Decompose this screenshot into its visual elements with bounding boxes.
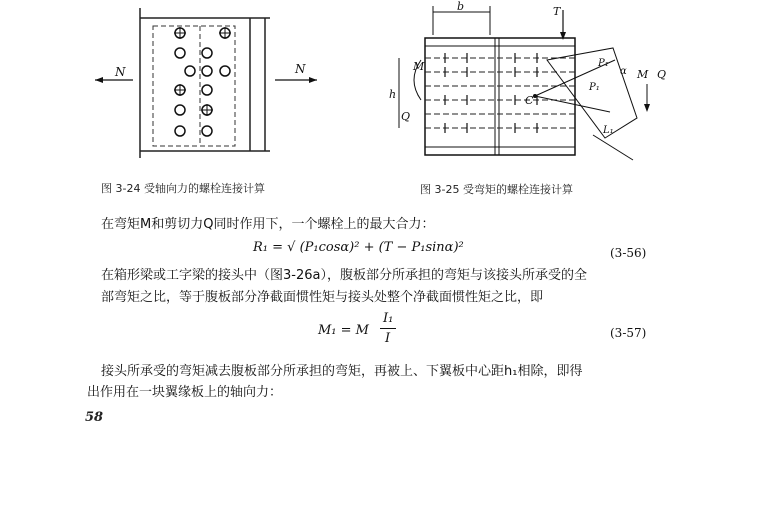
equation-3-57-denominator: I <box>385 331 391 346</box>
paragraph-3-line-1: 接头所承受的弯矩减去腹板部分所承担的弯矩，再被上、下翼板中心距h₁相除，即得 <box>101 364 583 379</box>
equation-3-57-lhs: M₁ = M <box>318 323 369 338</box>
paragraph-2-line-1: 在箱形梁或工字梁的接头中（图3-26a），腹板部分所承担的弯矩与该接头所承受的全 <box>101 268 587 283</box>
equation-3-56: R₁ = √ (P₁cosα)² + (T − P₁sinα)² <box>253 240 464 255</box>
equation-3-57-numerator: I₁ <box>383 311 394 326</box>
paragraph-1: 在弯矩M和剪切力Q同时作用下，一个螺栓上的最大合力： <box>101 217 435 232</box>
figure-3-24-caption: 图 3-24 受轴向力的螺栓连接计算 <box>101 182 265 195</box>
p1b-label: P₁ <box>589 82 600 93</box>
shear-top-label: T <box>553 5 561 18</box>
shear-left-label: Q <box>401 110 411 123</box>
moment-right-label: M <box>637 68 649 81</box>
l1-label: L₁ <box>603 125 614 136</box>
left-force-label: N <box>115 65 126 79</box>
moment-left-label: M <box>413 60 425 73</box>
height-label: h <box>389 88 397 101</box>
equation-3-57-fraction-bar <box>380 328 396 329</box>
alpha-label: α <box>620 66 627 77</box>
p1-label: P₁ <box>598 58 609 69</box>
right-force-label: N <box>295 62 306 76</box>
width-label: b <box>457 0 465 13</box>
page-number: 58 <box>85 410 104 425</box>
shear-right-label: Q <box>657 68 667 81</box>
center-label: C <box>525 94 534 107</box>
figure-3-25-caption: 图 3-25 受弯矩的螺栓连接计算 <box>420 183 573 196</box>
equation-3-57-number: (3-57) <box>610 326 647 340</box>
figure-3-24-diagram <box>95 8 320 163</box>
equation-3-56-number: (3-56) <box>610 246 647 260</box>
paragraph-3-line-2: 出作用在一块翼缘板上的轴向力： <box>87 385 283 400</box>
paragraph-2-line-2: 部弯矩之比，等于腹板部分净截面惯性矩与接头处整个净截面惯性矩之比，即 <box>101 290 544 305</box>
figure-3-25-diagram <box>385 0 690 175</box>
